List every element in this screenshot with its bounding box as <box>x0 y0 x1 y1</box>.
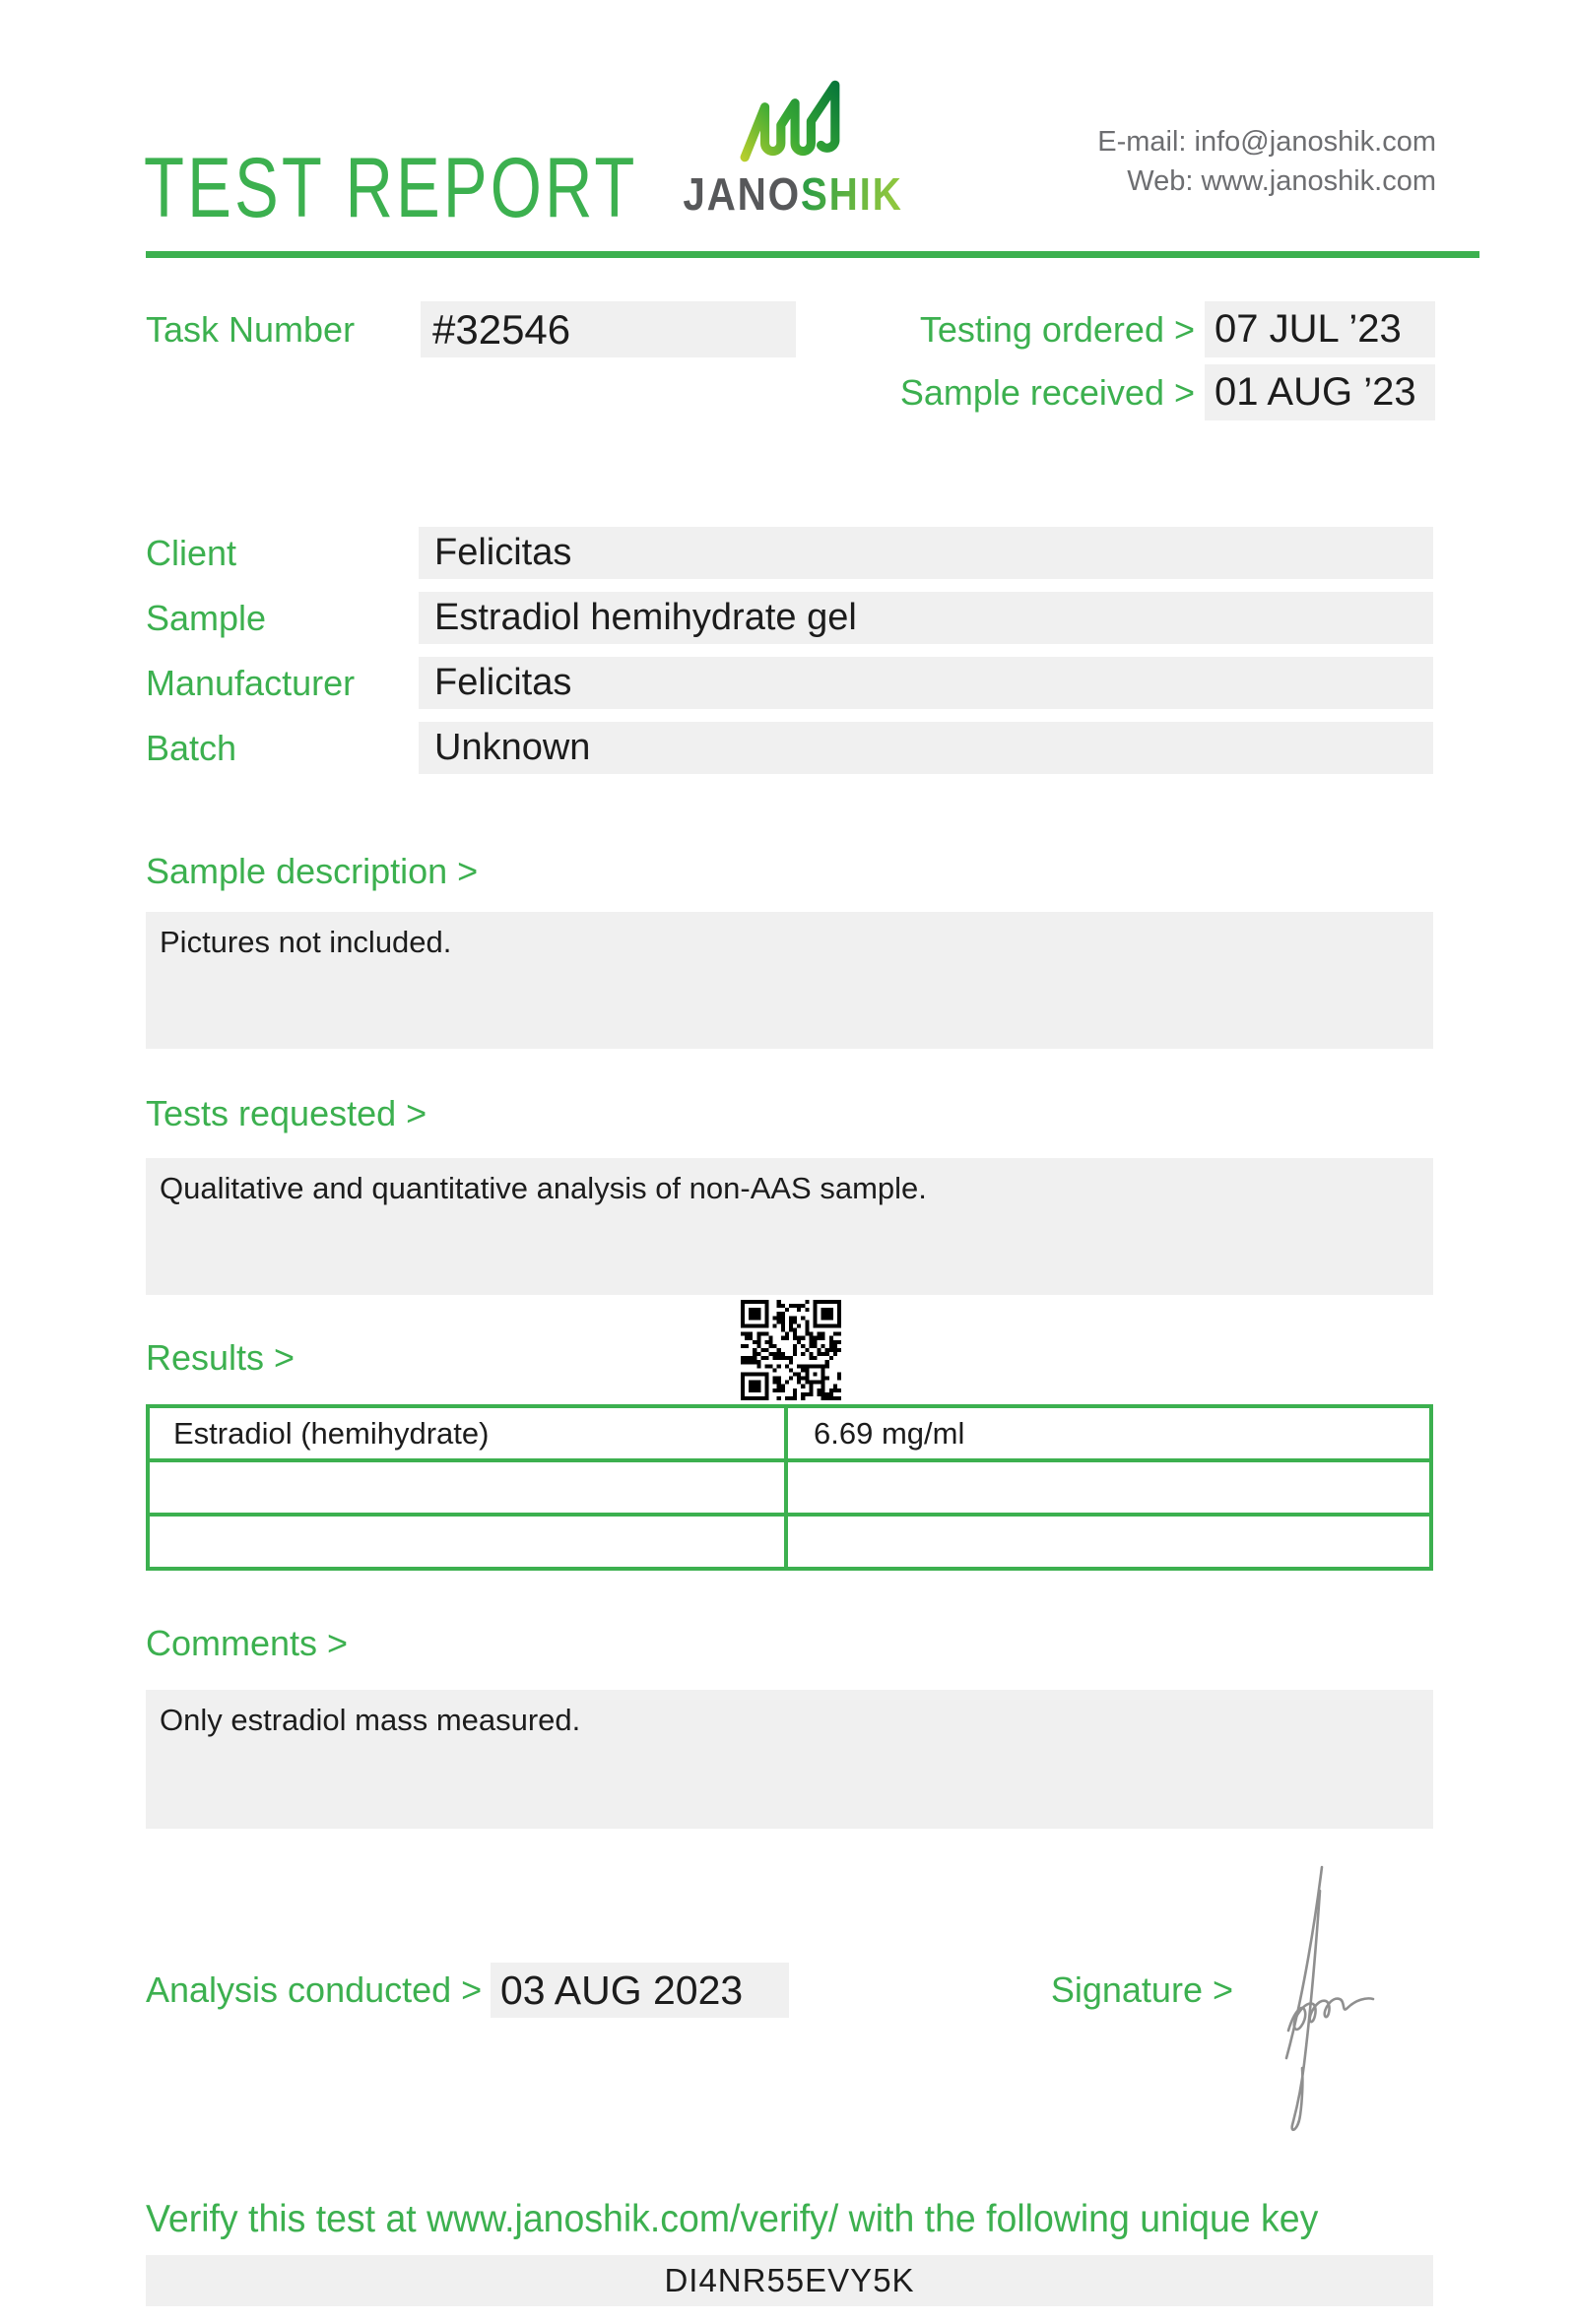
sample-description-block: Pictures not included. <box>146 912 1433 1049</box>
batch-value: Unknown <box>434 727 591 768</box>
verify-key-value: DI4NR55EVY5K <box>664 2262 915 2298</box>
analyte-cell <box>150 1517 788 1567</box>
signature-label: Signature > <box>1050 1969 1233 2010</box>
verify-key-box <box>146 2255 1433 2306</box>
batch-label: Batch <box>146 728 237 768</box>
results-table <box>146 1404 1433 1571</box>
comments-heading: Comments > <box>146 1623 349 1663</box>
testing-ordered-value: 07 JUL ’23 <box>1215 307 1402 351</box>
results-table-row <box>150 1458 1429 1513</box>
sample-value-box <box>419 592 1433 644</box>
janoshik-chart-logo-icon <box>737 77 845 163</box>
sample-received-label: Sample received > <box>899 372 1195 413</box>
results-table-row <box>150 1408 1429 1458</box>
web-line: Web: www.janoshik.com <box>1127 165 1436 197</box>
email-line: E-mail: info@janoshik.com <box>1097 126 1436 158</box>
sample-received-value-box <box>1205 364 1435 420</box>
manufacturer-value-box <box>419 657 1433 709</box>
results-heading: Results > <box>146 1337 296 1378</box>
result-cell <box>788 1517 1429 1567</box>
brand-text-shik: SHIK <box>800 168 903 220</box>
sample-value: Estradiol hemihydrate gel <box>434 597 857 638</box>
sample-received-value: 01 AUG ’23 <box>1215 370 1416 414</box>
brand-text-jano: JANO <box>683 168 801 220</box>
verify-instruction: Verify this test at www.janoshik.com/verify/ with the following unique key <box>146 2198 1319 2240</box>
header-divider <box>146 251 1479 258</box>
sample-description-heading: Sample description > <box>146 851 479 891</box>
batch-value-box <box>419 722 1433 774</box>
analysis-conducted-label: Analysis conducted > <box>146 1969 483 2010</box>
task-number-value-box <box>421 301 796 357</box>
analysis-date-value: 03 AUG 2023 <box>500 1968 744 2013</box>
client-value-box <box>419 527 1433 579</box>
analyte-cell <box>150 1462 788 1513</box>
sample-label: Sample <box>146 598 267 638</box>
manufacturer-value: Felicitas <box>434 662 572 703</box>
result-cell <box>788 1462 1429 1513</box>
tests-requested-block: Qualitative and quantitative analysis of non-AAS sample. <box>146 1158 1433 1295</box>
qr-code-icon <box>741 1300 841 1400</box>
results-table-row <box>150 1513 1429 1567</box>
result-cell: 6.69 mg/ml <box>814 1416 965 1451</box>
contact-info <box>1097 122 1436 201</box>
analysis-date-box <box>491 1963 789 2018</box>
task-number-label: Task Number <box>146 309 356 350</box>
client-value: Felicitas <box>434 532 572 573</box>
task-number-value: #32546 <box>432 306 571 353</box>
brand-wordmark <box>654 167 932 221</box>
analyte-cell: Estradiol (hemihydrate) <box>150 1408 788 1458</box>
client-label: Client <box>146 533 237 573</box>
signature-handwriting <box>1273 1857 1389 2139</box>
comments-block: Only estradiol mass measured. <box>146 1690 1433 1829</box>
testing-ordered-value-box <box>1205 301 1435 357</box>
manufacturer-label: Manufacturer <box>146 663 356 703</box>
tests-requested-heading: Tests requested > <box>146 1093 427 1133</box>
testing-ordered-label: Testing ordered > <box>919 309 1195 350</box>
page-title: TEST REPORT <box>144 141 638 235</box>
